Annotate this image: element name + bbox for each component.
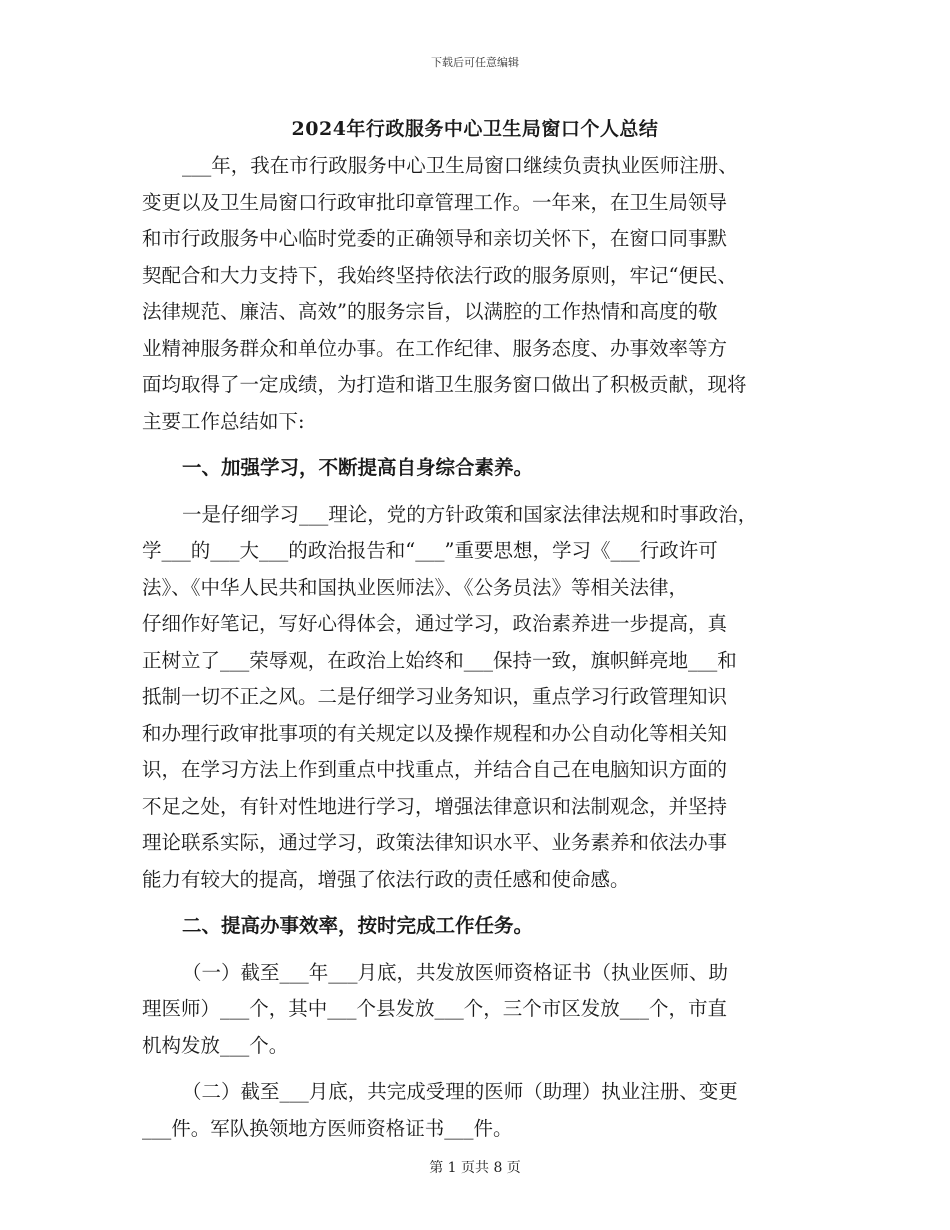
paragraph-line: ___年，我在市行政服务中心卫生局窗口继续负责执业医师注册、 [182, 154, 738, 177]
paragraph-line: 识，在学习方法上作到重点中找重点，并结合自己在电脑知识方面的 [142, 758, 728, 781]
paragraph-line: 能力有较大的提高，增强了依法行政的责任感和使命感。 [142, 867, 630, 891]
document-title: 2024年行政服务中心卫生局窗口个人总结 [291, 118, 659, 140]
paragraph-line: 和市行政服务中心临时党委的正确领导和亲切关怀下，在窗口同事默 [142, 227, 728, 250]
paragraph-line: 业精神服务群众和单位办事。在工作纪律、服务态度、办事效率等方 [142, 336, 728, 360]
paragraph-line: 抵制一切不正之风。二是仔细学习业务知识，重点学习行政管理知识 [142, 685, 728, 708]
paragraph-line: 和办理行政审批事项的有关规定以及操作规程和办公自动化等相关知 [142, 721, 728, 745]
paragraph-line: 学___的___大___的政治报告和“___”重要思想，学习《___行政许可 [142, 539, 718, 562]
paragraph-line: 理论联系实际，通过学习，政策法律知识水平、业务素养和依法办事 [142, 831, 728, 854]
page-footer: 第 1 页共 8 页 [429, 1160, 521, 1176]
paragraph-line: 理医师）___个，其中___个县发放___个，三个市区发放___个，市直 [142, 997, 728, 1020]
header-note: 下载后可任意编辑 [431, 56, 519, 69]
section-heading: 二、提高办事效率，按时完成工作任务。 [182, 914, 534, 937]
paragraph-line: 一是仔细学习___理论，党的方针政策和国家法律法规和时事政治， [182, 502, 758, 526]
paragraph-line: 仔细作好笔记，写好心得体会，通过学习，政治素养进一步提高，真 [142, 612, 728, 635]
paragraph-line: 不足之处，有针对性地进行学习，增强法律意识和法制观念，并坚持 [142, 794, 728, 818]
paragraph-line: 正树立了___荣辱观，在政治上始终和___保持一致，旗帜鲜亮地___和 [142, 648, 737, 672]
paragraph-line: 变更以及卫生局窗口行政审批印章管理工作。一年来，在卫生局领导 [142, 190, 728, 214]
paragraph-line: （一）截至___年___月底，共发放医师资格证书（执业医师、助 [182, 960, 729, 984]
paragraph-line: 契配合和大力支持下，我始终坚持依法行政的服务原则，牢记“便民、 [142, 263, 737, 287]
paragraph-line: 法》、《中华人民共和国执业医师法》、《公务员法》等相关法律， [142, 575, 689, 599]
paragraph-line: 法律规范、廉洁、高效”的服务宗旨，以满腔的工作热情和高度的敬 [142, 300, 718, 323]
paragraph-line: 主要工作总结如下: [142, 409, 305, 433]
paragraph-line: ___件。军队换领地方医师资格证书___件。 [142, 1116, 513, 1140]
paragraph-line: （二）截至___月底，共完成受理的医师（助理）执业注册、变更 [182, 1080, 738, 1103]
section-heading: 一、加强学习，不断提高自身综合素养。 [182, 456, 534, 479]
document-body [142, 148, 812, 1147]
paragraph-line: 机构发放___个。 [142, 1033, 289, 1057]
paragraph-line: 面均取得了一定成绩，为打造和谐卫生服务窗口做出了积极贡献，现将 [142, 373, 747, 396]
